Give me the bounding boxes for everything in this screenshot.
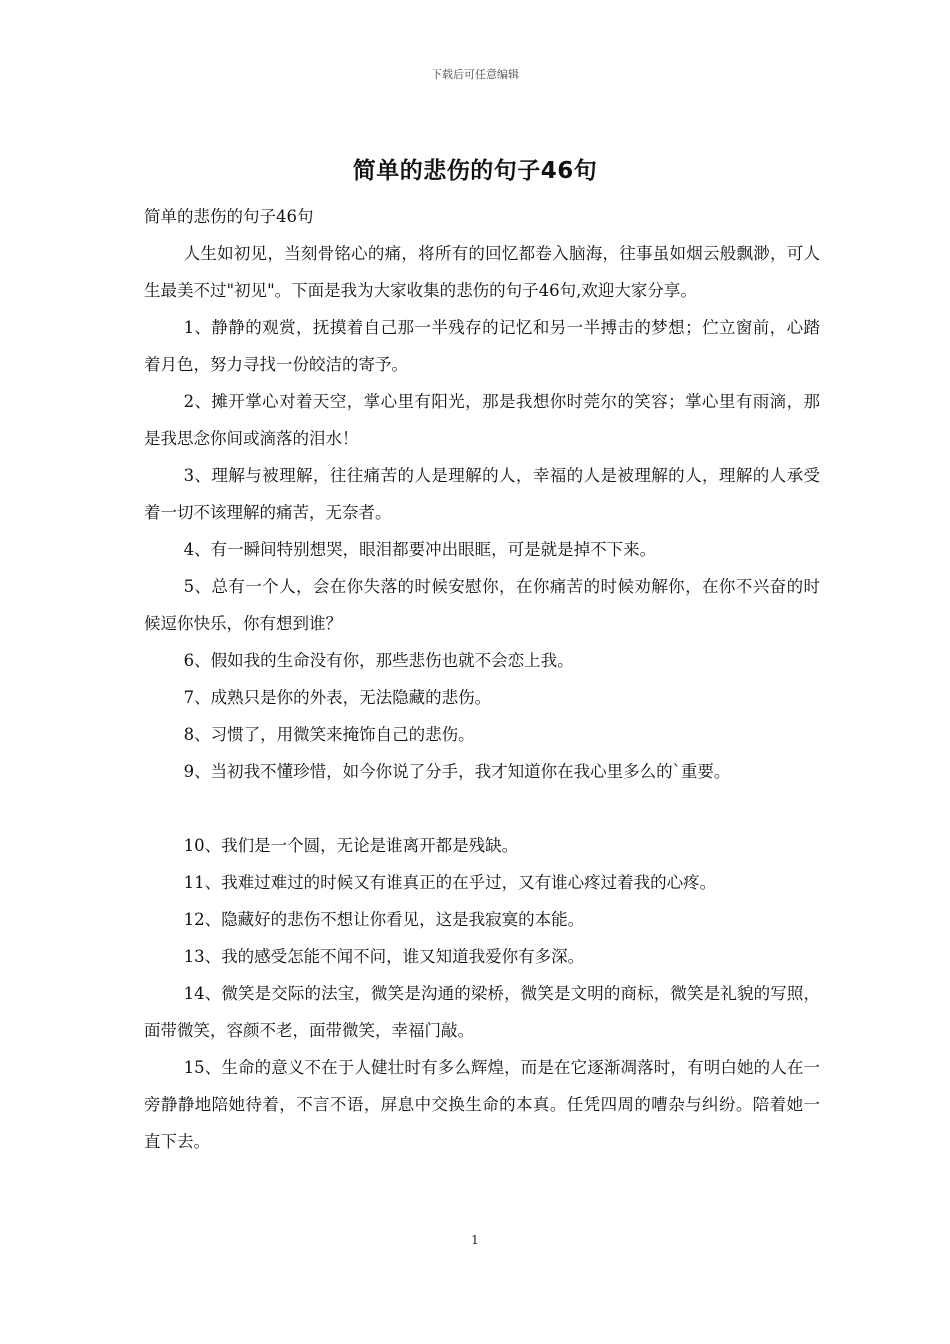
document-body bbox=[144, 198, 820, 1160]
sentence-paragraph: 6、假如我的生命没有你，那些悲伤也就不会恋上我。 bbox=[183, 651, 574, 670]
sentence-paragraph: 14、微笑是交际的法宝，微笑是沟通的梁桥，微笑是文明的商标，微笑是礼貌的写照，面带微笑，容颜不老，面带微笑，幸福门敲。 bbox=[144, 984, 820, 1040]
sentence-paragraph: 12、隐藏好的悲伤不想让你看见，这是我寂寞的本能。 bbox=[183, 910, 585, 929]
sentence-paragraph: 7、成熟只是你的外表，无法隐藏的悲伤。 bbox=[183, 688, 492, 707]
sentence-paragraph: 8、习惯了，用微笑来掩饰自己的悲伤。 bbox=[183, 725, 475, 744]
document-subtitle: 简单的悲伤的句子46句 bbox=[144, 207, 314, 226]
sentence-paragraph: 10、我们是一个圆，无论是谁离开都是残缺。 bbox=[183, 836, 519, 855]
sentence-paragraph: 3、理解与被理解，往往痛苦的人是理解的人，幸福的人是被理解的人，理解的人承受着一切不该理解的痛苦，无奈者。 bbox=[144, 466, 820, 522]
sentence-paragraph: 13、我的感受怎能不闻不问，谁又知道我爱你有多深。 bbox=[183, 947, 585, 966]
sentence-paragraph: 4、有一瞬间特别想哭，眼泪都要冲出眼眶，可是就是掉不下来。 bbox=[183, 540, 657, 559]
header-note: 下载后可任意编辑 bbox=[431, 68, 519, 81]
sentence-paragraph: 9、当初我不懂珍惜，如今你说了分手，我才知道你在我心里多么的`重要。 bbox=[183, 762, 731, 781]
intro-paragraph: 人生如初见，当刻骨铭心的痛，将所有的回忆都卷入脑海，往事虽如烟云般飘渺，可人生最美不过"初见"。下面是我为大家收集的悲伤的句子46句,欢迎大家分享。 bbox=[144, 244, 820, 300]
sentence-paragraph: 11、我难过难过的时候又有谁真正的在乎过，又有谁心疼过着我的心疼。 bbox=[183, 873, 717, 892]
sentence-paragraph: 5、总有一个人，会在你失落的时候安慰你，在你痛苦的时候劝解你，在你不兴奋的时候逗你快乐，你有想到谁？ bbox=[144, 577, 820, 633]
sentence-paragraph: 2、摊开掌心对着天空，掌心里有阳光，那是我想你时莞尔的笑容；掌心里有雨滴，那是我思念你间或滴落的泪水！ bbox=[144, 392, 820, 448]
paragraph-spacer bbox=[144, 790, 820, 827]
page-number: 1 bbox=[471, 1233, 479, 1247]
document-title: 简单的悲伤的句子46句 bbox=[352, 158, 598, 184]
sentence-paragraph: 15、生命的意义不在于人健壮时有多么辉煌，而是在它逐渐凋落时，有明白她的人在一旁静静地陪她待着，不言不语，屏息中交换生命的本真。任凭四周的嘈杂与纠纷。陪着她一直下去。 bbox=[144, 1058, 820, 1151]
sentence-paragraph: 1、静静的观赏，抚摸着自己那一半残存的记忆和另一半搏击的梦想；伫立窗前，心踏着月色，努力寻找一份皎洁的寄予。 bbox=[144, 318, 820, 374]
